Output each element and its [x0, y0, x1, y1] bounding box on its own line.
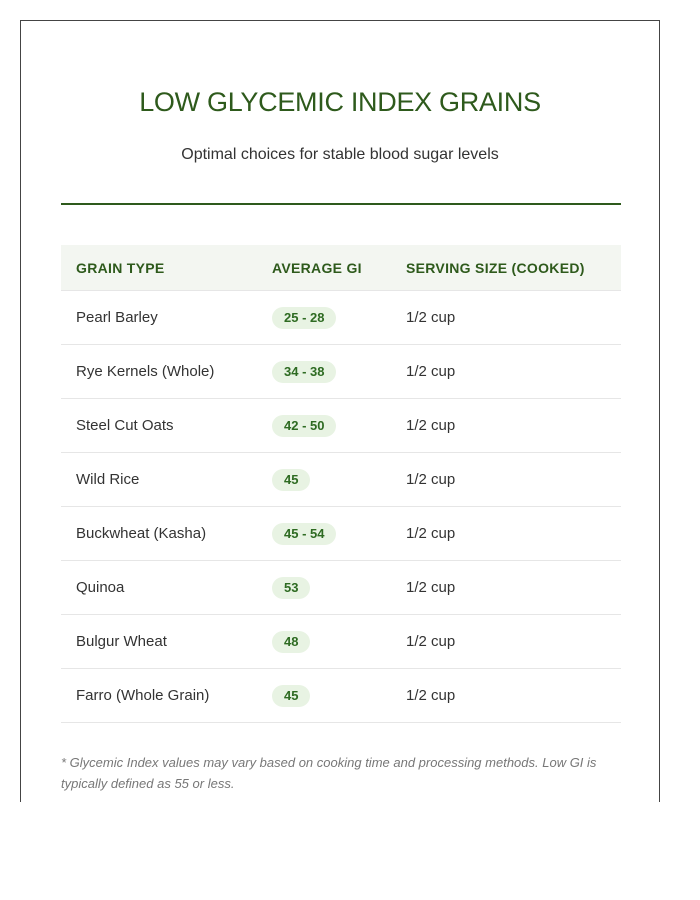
serving-size: 1/2 cup	[406, 615, 621, 669]
serving-size: 1/2 cup	[406, 291, 621, 345]
table-row	[61, 561, 621, 615]
column-header-average-gi: AVERAGE GI	[272, 245, 406, 291]
grains-card	[20, 20, 660, 802]
gi-badge: 45	[272, 685, 310, 707]
serving-size: 1/2 cup	[406, 507, 621, 561]
column-header-grain-type: GRAIN TYPE	[61, 245, 272, 291]
grain-name: Buckwheat (Kasha)	[61, 507, 272, 561]
table-header-row	[61, 245, 621, 291]
grain-name: Steel Cut Oats	[61, 399, 272, 453]
grain-name: Wild Rice	[61, 453, 272, 507]
serving-size: 1/2 cup	[406, 345, 621, 399]
grain-name: Farro (Whole Grain)	[61, 669, 272, 723]
footnote: * Glycemic Index values may vary based on cooking time and processing methods. Low GI is typically defined as 55 or less.	[61, 755, 597, 791]
gi-badge: 42 - 50	[272, 415, 336, 437]
serving-size: 1/2 cup	[406, 399, 621, 453]
gi-badge: 34 - 38	[272, 361, 336, 383]
page-subtitle: Optimal choices for stable blood sugar levels	[181, 146, 499, 163]
table-row	[61, 669, 621, 723]
table-row	[61, 291, 621, 345]
table-row	[61, 615, 621, 669]
gi-badge: 25 - 28	[272, 307, 336, 329]
serving-size: 1/2 cup	[406, 453, 621, 507]
table-row	[61, 399, 621, 453]
gi-badge: 45	[272, 469, 310, 491]
gi-badge: 45 - 54	[272, 523, 336, 545]
table-row	[61, 453, 621, 507]
gi-badge: 53	[272, 577, 310, 599]
serving-size: 1/2 cup	[406, 669, 621, 723]
table-row	[61, 507, 621, 561]
column-header-serving-size: SERVING SIZE (COOKED)	[406, 245, 621, 291]
grain-name: Rye Kernels (Whole)	[61, 345, 272, 399]
grain-name: Quinoa	[61, 561, 272, 615]
grains-table	[61, 245, 621, 723]
page-title: LOW GLYCEMIC INDEX GRAINS	[139, 87, 541, 117]
gi-badge: 48	[272, 631, 310, 653]
grain-name: Pearl Barley	[61, 291, 272, 345]
table-row	[61, 345, 621, 399]
serving-size: 1/2 cup	[406, 561, 621, 615]
grain-name: Bulgur Wheat	[61, 615, 272, 669]
title-divider	[61, 203, 621, 205]
